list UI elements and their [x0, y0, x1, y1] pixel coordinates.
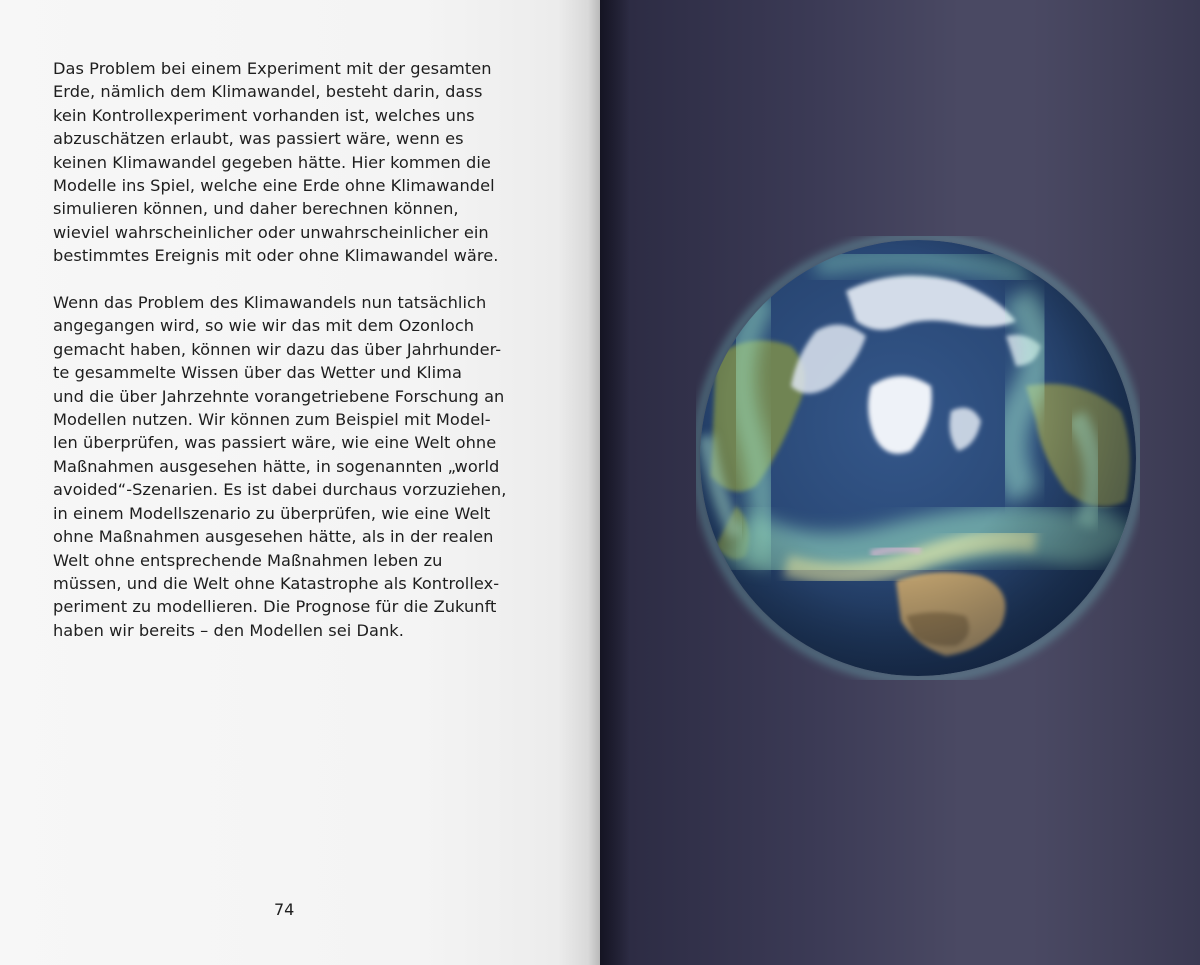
text-line: bestimmtes Ereignis mit oder ohne Klimawandel wäre. — [53, 246, 499, 266]
text-line: simulieren können, und daher berechnen können, — [53, 199, 459, 219]
spine-shadow — [600, 0, 630, 965]
text-line: und die über Jahrzehnte vorangetriebene Forschung an — [53, 386, 505, 406]
text-line: gemacht haben, können wir dazu das über Jahrhunder- — [53, 339, 502, 359]
text-line: len überprüfen, was passiert wäre, wie eine Welt ohne — [53, 433, 497, 453]
text-line: keinen Klimawandel gegeben hätte. Hier kommen die — [53, 152, 491, 172]
text-line: ohne Maßnahmen ausgesehen hätte, als in der realen — [53, 527, 494, 547]
text-line: angegangen wird, so wie wir das mit dem Ozonloch — [53, 316, 475, 336]
paragraph-2 — [53, 291, 523, 642]
text-line: abzuschätzen erlaubt, was passiert wäre, wenn es — [53, 129, 464, 149]
paragraph-1 — [53, 57, 523, 268]
body-text — [53, 57, 523, 666]
text-line: te gesammelte Wissen über das Wetter und Klima — [53, 363, 462, 383]
text-line: kein Kontrollexperiment vorhanden ist, welches uns — [53, 105, 475, 125]
text-line: Erde, nämlich dem Klimawandel, besteht darin, dass — [53, 82, 483, 102]
text-line: Welt ohne entsprechende Maßnahmen leben zu — [53, 550, 443, 570]
text-line: Modelle ins Spiel, welche eine Erde ohne Klimawandel — [53, 176, 495, 196]
text-line: in einem Modellszenario zu überprüfen, wie eine Welt — [53, 503, 491, 523]
text-line: Maßnahmen ausgesehen hätte, in sogenannten „world — [53, 456, 500, 476]
text-line: müssen, und die Welt ohne Katastrophe als Kontrollex- — [53, 573, 500, 593]
text-line: periment zu modellieren. Die Prognose für die Zukunft — [53, 597, 497, 617]
text-line: haben wir bereits – den Modellen sei Dank. — [53, 620, 404, 640]
right-page — [600, 0, 1200, 965]
text-line: avoided“-Szenarien. Es ist dabei durchaus vorzuziehen, — [53, 480, 507, 500]
text-line: Modellen nutzen. Wir können zum Beispiel mit Model- — [53, 410, 491, 430]
page-number: 74 — [274, 900, 295, 919]
earth-globe-icon — [696, 236, 1140, 680]
globe-shading — [700, 240, 1136, 676]
text-line: wieviel wahrscheinlicher oder unwahrscheinlicher ein — [53, 222, 489, 242]
text-line: Wenn das Problem des Klimawandels nun tatsächlich — [53, 293, 487, 313]
text-line: Das Problem bei einem Experiment mit der gesamten — [53, 59, 492, 78]
